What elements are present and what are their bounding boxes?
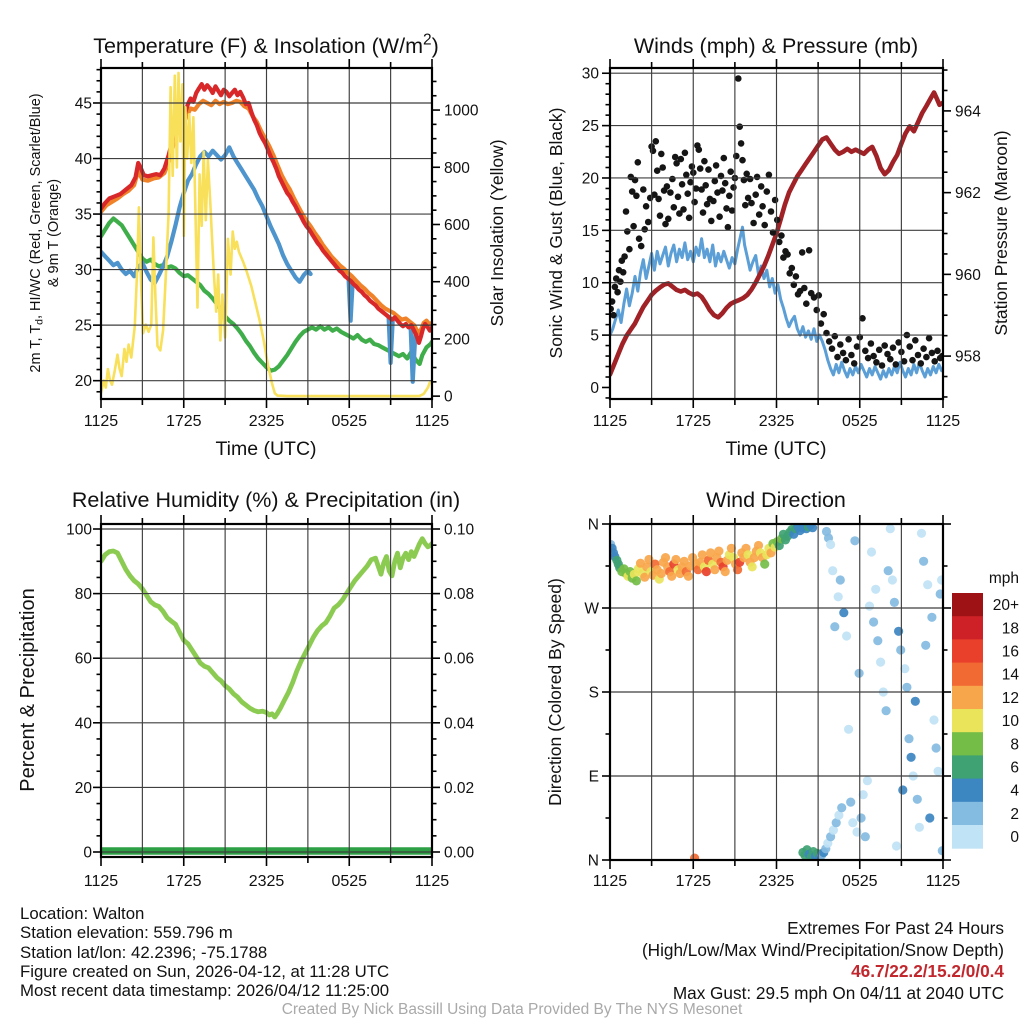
svg-text:1125: 1125 <box>414 413 450 430</box>
svg-text:200: 200 <box>444 331 470 349</box>
max-gust-line: Max Gust: 29.5 mph On 04/11 at 2040 UTC <box>672 982 1004 1003</box>
svg-text:1725: 1725 <box>675 873 712 890</box>
svg-text:60: 60 <box>74 650 92 668</box>
svg-text:400: 400 <box>444 274 470 292</box>
svg-text:0: 0 <box>1010 829 1019 847</box>
svg-text:Station Pressure (Maroon): Station Pressure (Maroon) <box>991 130 1011 336</box>
humidity-precip-chart <box>17 488 475 890</box>
svg-text:4: 4 <box>1010 782 1019 800</box>
svg-text:W: W <box>584 600 599 618</box>
svg-text:6: 6 <box>1010 759 1019 777</box>
winds-pressure-chart <box>546 34 1011 460</box>
svg-text:E: E <box>588 768 599 786</box>
svg-text:1125: 1125 <box>592 413 628 430</box>
svg-text:958: 958 <box>955 348 981 366</box>
svg-text:10: 10 <box>1001 713 1019 731</box>
svg-text:0: 0 <box>444 388 453 406</box>
svg-text:16: 16 <box>1001 643 1019 661</box>
svg-text:0525: 0525 <box>841 873 878 890</box>
svg-text:mph: mph <box>988 570 1019 587</box>
svg-text:1125: 1125 <box>83 413 119 430</box>
svg-text:1125: 1125 <box>592 873 628 890</box>
svg-text:1125: 1125 <box>925 873 961 890</box>
svg-text:962: 962 <box>955 185 981 203</box>
extremes-values: 46.7/22.2/15.2/0/0.4 <box>851 961 1004 982</box>
station-info <box>20 904 389 1000</box>
svg-text:0.08: 0.08 <box>444 586 475 604</box>
wind-direction-chart <box>545 488 1019 890</box>
svg-text:12: 12 <box>1001 689 1019 707</box>
svg-text:40: 40 <box>74 715 92 733</box>
svg-text:600: 600 <box>444 216 470 234</box>
svg-text:800: 800 <box>444 159 470 177</box>
svg-text:S: S <box>588 684 599 702</box>
svg-text:0: 0 <box>590 379 599 397</box>
svg-text:1725: 1725 <box>165 873 202 890</box>
svg-text:2325: 2325 <box>758 413 795 430</box>
svg-text:2325: 2325 <box>248 873 285 890</box>
svg-text:20: 20 <box>74 779 92 797</box>
svg-text:2325: 2325 <box>758 873 795 890</box>
svg-text:45: 45 <box>74 95 92 113</box>
svg-text:0.02: 0.02 <box>444 779 475 797</box>
svg-text:N: N <box>587 516 599 534</box>
svg-text:Sonic Wind & Gust (Blue, Black: Sonic Wind & Gust (Blue, Black) <box>546 107 566 359</box>
credit-line: Created By Nick Bassill Using Data Provided By The NYS Mesonet <box>281 1001 743 1018</box>
svg-text:Time (UTC): Time (UTC) <box>725 438 827 460</box>
svg-text:Temperature (F) & Insolation (: Temperature (F) & Insolation $(W/m^2)$ <box>93 31 439 58</box>
svg-text:30: 30 <box>74 262 92 280</box>
timestamp-line: Most recent data timestamp: 2026/04/12 11:25:00 <box>20 981 390 1001</box>
svg-text:1725: 1725 <box>165 413 202 430</box>
extremes-block <box>642 918 1004 1004</box>
svg-text:Direction (Colored By Speed): Direction (Colored By Speed) <box>545 578 565 806</box>
svg-text:1125: 1125 <box>83 873 119 890</box>
figure-created-line: Figure created on Sun, 2026-04-12, at 11:28 UTC <box>20 961 390 981</box>
svg-text:1125: 1125 <box>925 413 961 430</box>
svg-text:Winds (mph) & Pressure (mb): Winds (mph) & Pressure (mb) <box>633 34 919 58</box>
svg-text:18: 18 <box>1001 620 1019 638</box>
svg-text:14: 14 <box>1001 666 1019 684</box>
svg-text:0.00: 0.00 <box>444 844 475 862</box>
svg-text:20: 20 <box>581 170 599 188</box>
speed-colorbar <box>952 570 1019 849</box>
svg-text:40: 40 <box>74 151 92 169</box>
svg-text:10: 10 <box>581 275 599 293</box>
svg-text:Relative Humidity (%) & Precip: Relative Humidity (%) & Precipitation (in) <box>71 488 461 512</box>
svg-text:15: 15 <box>581 222 599 240</box>
svg-text:1725: 1725 <box>675 413 712 430</box>
svg-text:964: 964 <box>955 103 981 121</box>
svg-text:2m T, Td, HI/WC (Red, Green, S: 2m T, Td, HI/WC (Red, Green, Scarlet/Blue) <box>28 93 46 373</box>
temperature-insolation-chart <box>28 31 507 460</box>
svg-text:N: N <box>587 852 599 870</box>
svg-text:20: 20 <box>74 373 92 391</box>
svg-text:25: 25 <box>581 118 599 136</box>
svg-text:0525: 0525 <box>841 413 878 430</box>
svg-text:Wind Direction: Wind Direction <box>706 488 846 512</box>
svg-text:30: 30 <box>581 65 599 83</box>
svg-text:5: 5 <box>590 327 599 345</box>
elevation-line: Station elevation: 559.796 m <box>20 923 233 943</box>
svg-text:2: 2 <box>1010 805 1019 823</box>
svg-text:100: 100 <box>66 521 92 539</box>
svg-text:25: 25 <box>74 317 92 335</box>
svg-text:0.06: 0.06 <box>444 650 475 668</box>
svg-text:2325: 2325 <box>248 413 285 430</box>
svg-text:80: 80 <box>74 586 92 604</box>
svg-text:Time (UTC): Time (UTC) <box>215 438 317 460</box>
svg-text:0.04: 0.04 <box>444 715 475 733</box>
latlon-line: Station lat/lon: 42.2396; -75.1788 <box>20 942 268 962</box>
svg-text:Solar Insolation (Yellow): Solar Insolation (Yellow) <box>487 139 507 327</box>
svg-text:& 9m T (Orange): & 9m T (Orange) <box>46 178 62 288</box>
svg-text:1000: 1000 <box>444 102 479 120</box>
location-line: Location: Walton <box>20 904 145 923</box>
svg-text:0525: 0525 <box>331 413 368 430</box>
svg-text:35: 35 <box>74 206 92 224</box>
svg-text:0.10: 0.10 <box>444 521 475 539</box>
svg-text:20+: 20+ <box>992 597 1019 615</box>
svg-text:1125: 1125 <box>414 873 450 890</box>
extremes-title: Extremes For Past 24 Hours <box>787 918 1004 938</box>
svg-text:960: 960 <box>955 266 981 284</box>
svg-text:0: 0 <box>83 844 92 862</box>
svg-text:0525: 0525 <box>331 873 368 890</box>
svg-text:8: 8 <box>1010 736 1019 754</box>
extremes-subtitle: (High/Low/Max Wind/Precipitation/Snow Depth) <box>641 939 1004 960</box>
svg-text:Percent & Precipitation: Percent & Precipitation <box>17 588 39 792</box>
